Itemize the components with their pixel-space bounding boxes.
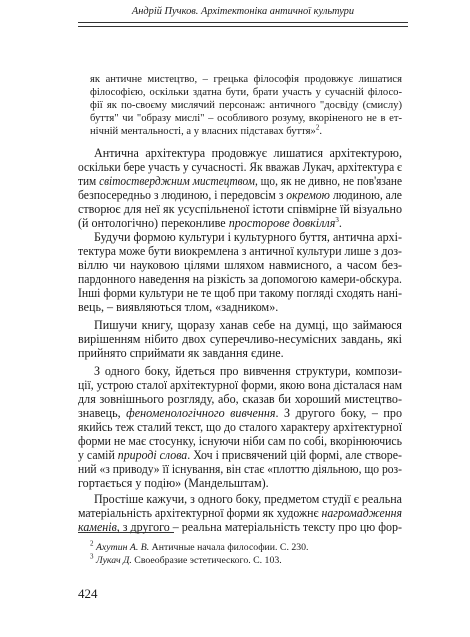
quote-line xyxy=(90,112,402,126)
footnote-marker: 3 xyxy=(335,215,339,224)
text-span: філософією, оскільки здатна бути, брати участь у сучасній філосо- xyxy=(90,87,402,98)
text-span: форми не має стосунку, існуючи ніби сам по собі, вкорінюючись xyxy=(78,434,402,448)
text-line xyxy=(78,420,402,434)
text-span: тектура може бути виокремлена з античної культури лише з доз- xyxy=(78,244,402,258)
text-span: пардонного наведення на різкість за допомогою камери-обскура. xyxy=(78,272,402,286)
text-span: знавець, xyxy=(78,406,127,420)
text-line xyxy=(78,332,402,346)
running-head-title: Архітектоніка античної культури xyxy=(201,6,355,17)
text-span: віллю чи науковою цілями шляхом навмисного, а часом без- xyxy=(78,258,402,272)
text-span: Пишучи книгу, щоразу ханав себе на думці, що займаюся xyxy=(94,318,402,332)
text-span: ції, устрою сталої архітектурної форми, якою вона дісталася нам xyxy=(78,378,402,392)
text-span: , з другого – реальна матеріальність тексту про цю фор- xyxy=(116,520,402,534)
text-span: Будучи формою культури і культурного буття, антична архі- xyxy=(94,230,402,244)
text-span: матеріальність архітектурної форми як художнє xyxy=(78,506,322,520)
footnote-line xyxy=(90,541,309,555)
footnote-line xyxy=(90,554,282,568)
footnote-marker: 2 xyxy=(90,539,94,548)
text-span: , що, як не дивно, не пов'язане xyxy=(254,174,402,188)
text-span: тим xyxy=(78,174,100,188)
text-line xyxy=(78,346,284,360)
text-line xyxy=(94,318,402,332)
text-line xyxy=(78,244,402,258)
text-line xyxy=(78,258,402,272)
text-line xyxy=(78,392,402,406)
text-span: . Хоч і присвячений цій формі, але створе- xyxy=(187,448,402,462)
text-span: Античные начала философии. С. 230. xyxy=(149,542,309,553)
text-line xyxy=(78,286,402,300)
text-span: буття" чи "образу мислі" – особливого розуму, вкоріненого не в ет- xyxy=(90,113,402,124)
text-span: фії як по-своєму мислячий персонаж: античного "досвіду (смислу) xyxy=(90,100,402,111)
footnote-marker: 3 xyxy=(90,552,94,561)
text-span: як античне мистецтво, – грецька філософія продовжує лишатися xyxy=(90,74,402,85)
text-line xyxy=(78,216,342,230)
italic-span: феноменологічного вивчення xyxy=(126,406,276,420)
quote-line xyxy=(90,86,402,100)
running-head xyxy=(78,6,408,17)
italic-span: окремою xyxy=(286,188,330,202)
text-span: . З другого боку, – про xyxy=(275,406,403,420)
text-span: створює для неї як усуспільненої істоти співмірне їй візуально xyxy=(78,202,402,216)
text-line xyxy=(78,300,278,314)
text-line xyxy=(94,492,402,506)
text-line xyxy=(78,174,402,188)
text-span: якийсь теж сталий текст, що до сталого характеру архітектурної xyxy=(78,420,402,434)
footnote-marker: 2 xyxy=(315,123,320,132)
text-line xyxy=(78,476,269,490)
italic-span: Ахутин А. В. xyxy=(95,542,150,553)
text-line xyxy=(78,272,402,286)
text-line xyxy=(78,202,402,216)
italic-span: світостверджним мистецтвом xyxy=(99,174,255,188)
italic-span: нагромадження xyxy=(321,506,402,520)
text-span: Простіше кажучи, з одного боку, предметом студії є реальна xyxy=(94,492,402,506)
text-span: людиною, але xyxy=(329,188,402,202)
text-span: нічній ментальності, а у власних підставах буття» xyxy=(90,126,316,137)
text-span: . xyxy=(338,216,342,230)
text-span: (й онтологічно) переконливе xyxy=(78,216,229,230)
text-line xyxy=(78,188,402,202)
text-span: Інші форми культури не те щоб при такому погляді сходять нані- xyxy=(78,286,402,300)
italic-span: Лукач Д. xyxy=(95,555,132,566)
text-span: . xyxy=(319,126,322,137)
text-span: ний «з приводу» її існування, він стає «плоттю діяльною, що роз- xyxy=(78,462,402,476)
text-line xyxy=(78,506,402,520)
italic-span: просторове довкілля xyxy=(228,216,336,230)
text-line xyxy=(78,406,402,420)
running-head-author: Андрій Пучков. xyxy=(131,6,199,17)
text-span: оскільки бере участь у сучасності. Як вважав Лукач, архітектура є xyxy=(78,160,402,174)
text-span: у самій xyxy=(78,448,118,462)
text-line xyxy=(78,160,402,174)
text-span: Своеобразие эстетического. С. 103. xyxy=(131,555,282,566)
text-line xyxy=(78,448,402,462)
text-span: гортається у подію» (Мандельштам). xyxy=(78,476,269,490)
text-span: вець, – виявляються тлом, «задником». xyxy=(78,300,279,314)
quote-line xyxy=(90,73,402,87)
text-line xyxy=(78,434,402,448)
text-span: безпосередньо з людиною, і передовсім з xyxy=(78,188,287,202)
text-line xyxy=(78,378,402,392)
footnote-rule xyxy=(78,532,174,533)
text-span: для зовнішнього розгляду, або, сказав би хороший мистецтво- xyxy=(78,392,402,406)
text-span: прийнято сприймати як завдання єдине. xyxy=(78,346,284,360)
text-span: З одного боку, йдеться про вивчення структури, компози- xyxy=(94,364,402,378)
italic-span: природі слова xyxy=(117,448,188,462)
text-line xyxy=(94,146,402,160)
quote-line xyxy=(90,99,402,113)
header-rule-thin xyxy=(78,26,408,27)
italic-span: каменів xyxy=(78,520,117,534)
page-number: 424 xyxy=(78,586,98,601)
text-line xyxy=(94,364,402,378)
text-span: Антична архітектура продовжує лишатися архітектурою, xyxy=(94,146,402,160)
text-span: вирішенням нібито двох суперечливо-несумісних завдань, які xyxy=(78,332,402,346)
text-line xyxy=(78,462,402,476)
quote-line xyxy=(90,125,322,139)
text-line xyxy=(94,230,402,244)
header-rule xyxy=(78,22,408,23)
